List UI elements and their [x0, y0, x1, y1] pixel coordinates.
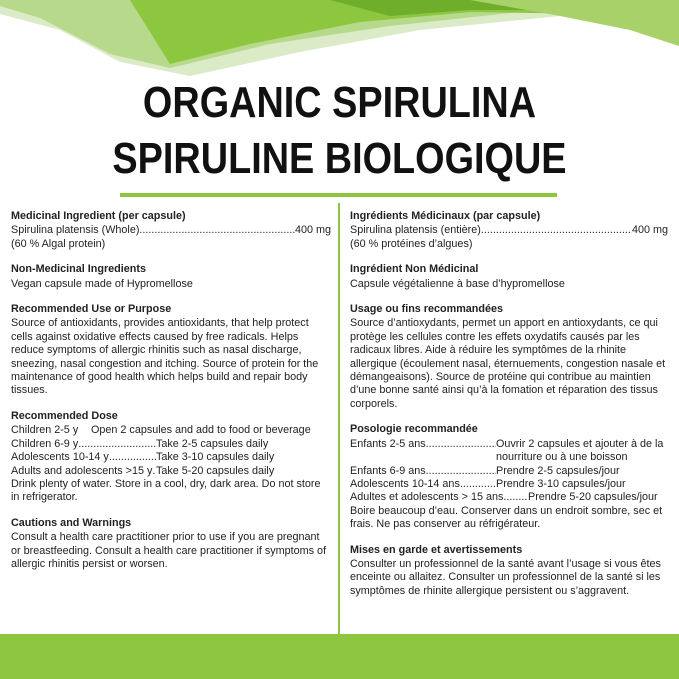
- en-dose-amount: Open 2 capsules and add to food or beverage: [91, 424, 311, 437]
- en-cautions-section: [11, 517, 331, 572]
- fr-non-medicinal-heading: Ingrédient Non Médicinal: [350, 263, 479, 276]
- fr-dose-group: Enfants 2-5 ans: [350, 437, 426, 450]
- en-use-text: Source of antioxidants, provides antioxidants, that help protect cells against oxidative effects caused by free radicals. Helps reduce symptoms of allergic rhinitis such as nasal discharge, sneezing, nasal congestion and itching. Source of protein for the maintenance of good health which helps build and repair body tissues.: [11, 317, 319, 397]
- en-non-medicinal-heading: Non-Medicinal Ingredients: [11, 263, 146, 276]
- fr-storage-text: Boire beaucoup d’eau. Conserver dans un endroit sombre, sec et frais. Ne pas conserver au réfrigérateur.: [350, 504, 663, 531]
- en-leader-dots: [109, 451, 156, 464]
- en-medicinal-section: [11, 210, 331, 251]
- fr-dose-amount: Ouvrir 2 capsules et ajouter à de la: [496, 437, 664, 450]
- fr-dose-amount: Prendre 3-10 capsules/jour: [496, 477, 626, 490]
- en-dose-heading: Recommended Dose: [11, 409, 118, 422]
- fr-leader-dots: [460, 478, 496, 491]
- fr-leader-dots: [426, 438, 496, 451]
- fr-dose-heading: Posologie recommandée: [350, 423, 478, 436]
- fr-medicinal-heading: Ingrédients Médicinaux (par capsule): [350, 210, 541, 222]
- en-use-section: [11, 303, 331, 398]
- en-dose-group: Adolescents 10-14 y: [11, 451, 109, 464]
- fr-dose-row: [350, 478, 668, 491]
- fr-dose-row: [350, 465, 668, 478]
- fr-dose-group: Adolescents 10-14 ans: [350, 477, 460, 490]
- title-english: ORGANIC SPIRULINA: [142, 78, 537, 127]
- fr-cautions-section: [350, 544, 668, 599]
- en-medicinal-heading: Medicinal Ingredient (per capsule): [11, 210, 186, 222]
- column-divider: [338, 203, 340, 634]
- english-column: [11, 210, 331, 583]
- en-dose-section: [11, 410, 331, 505]
- fr-dose-amount-continued: nourriture ou à une boisson: [496, 451, 628, 464]
- en-dose-amount: Take 5-20 capsules daily: [156, 464, 275, 477]
- fr-cautions-heading: Mises en garde et avertissements: [350, 543, 523, 556]
- en-dose-row: [11, 424, 331, 437]
- en-leader-dots: [139, 224, 295, 237]
- fr-protein-note: (60 % protéines d’algues): [350, 237, 473, 250]
- fr-use-text: Source d’antioxydants, permet un apport en antioxydants, ce qui protège les cellules contre les effets oxydatifs causés par les radicaux libres. Aide à réduire les symptômes de la rhinite allergique (écoulement nasal, éternuements, congestion nasale et démangeaisons). Source de protéine qui contribue au maintien d’une bonne santé ainsi qu’à la fomation et réparation des tissus corporels.: [350, 317, 666, 410]
- fr-use-heading: Usage ou fins recommandées: [350, 303, 504, 316]
- en-dose-group: Adults and adolescents >15 y: [11, 464, 153, 477]
- en-dose-group: Children 2-5 y: [11, 424, 79, 437]
- en-cautions-text: Consult a health care practitioner prior to use if you are pregnant or breastfeeding. Consult a health care practitioner if symptoms of allergic rhinitis persist or worsen.: [11, 531, 327, 570]
- title-french: SPIRULINE BIOLOGIQUE: [112, 134, 567, 183]
- fr-dose-row: [350, 438, 668, 451]
- fr-dose-group: Adultes et adolescents > 15 ans: [350, 491, 504, 504]
- french-column: [350, 210, 668, 610]
- fr-dose-row: [350, 491, 668, 504]
- title-underline: [120, 193, 557, 197]
- en-dose-amount: Take 2-5 capsules daily: [156, 437, 269, 450]
- fr-indent-spacer: [350, 451, 496, 464]
- en-non-medicinal-text: Vegan capsule made of Hypromellose: [11, 277, 193, 290]
- en-storage-text: Drink plenty of water. Store in a cool, dry, dark area. Do not store in refrigerator.: [11, 477, 321, 504]
- fr-leader-dots: [503, 491, 528, 504]
- fr-leader-dots: [481, 224, 632, 237]
- top-green-wave-decoration: [0, 0, 679, 80]
- en-cautions-heading: Cautions and Warnings: [11, 516, 132, 529]
- en-dose-amount: Take 3-10 capsules daily: [156, 451, 275, 464]
- en-ingredient-amount: 400 mg: [294, 224, 331, 237]
- fr-ingredient-row: [350, 224, 668, 237]
- fr-non-medicinal-text: Capsule végétalienne à base d’hypromellose: [350, 277, 565, 290]
- fr-cautions-text: Consulter un professionnel de la santé avant l’usage si vous êtes enceinte ou allaitez. Consulter un professionnel de la santé si les symptômes de rhinite allergique persistent ou s’aggravent.: [350, 557, 661, 597]
- fr-dose-row-continued: [350, 451, 668, 464]
- fr-dose-group: Enfants 6-9 ans: [350, 464, 426, 477]
- en-dose-group: Children 6-9 y: [11, 437, 79, 450]
- fr-use-section: [350, 303, 668, 411]
- en-dose-row: [11, 438, 276, 451]
- fr-ingredient-name: Spirulina platensis (entière): [350, 224, 481, 237]
- en-ingredient-name: Spirulina platensis (Whole): [11, 224, 140, 237]
- fr-dose-amount: Prendre 2-5 capsules/jour: [496, 464, 620, 477]
- en-use-heading: Recommended Use or Purpose: [11, 303, 172, 316]
- fr-medicinal-section: [350, 210, 668, 251]
- en-dose-row: [11, 465, 276, 478]
- en-dose-row: [11, 451, 276, 464]
- bottom-green-band: [0, 634, 679, 679]
- en-leader-dots: [78, 438, 156, 451]
- fr-dose-amount: Prendre 5-20 capsules/jour: [528, 491, 658, 504]
- fr-dose-section: [350, 423, 668, 531]
- fr-leader-dots: [426, 465, 496, 478]
- fr-ingredient-amount: 400 mg: [631, 224, 668, 237]
- en-protein-note: (60 % Algal protein): [11, 237, 106, 250]
- en-non-medicinal-section: [11, 263, 331, 291]
- fr-non-medicinal-section: [350, 263, 668, 291]
- en-ingredient-row: [11, 224, 331, 237]
